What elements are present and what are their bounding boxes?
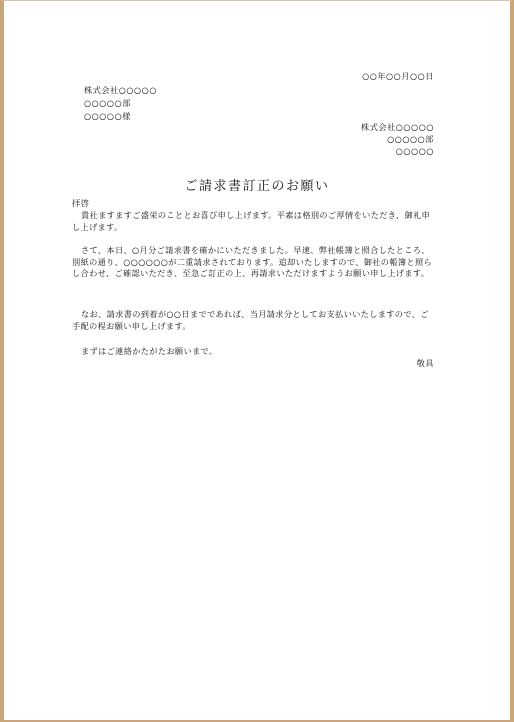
recipient-name: ○○○○○様 [84,111,131,121]
sender-company: 株式会社○○○○○ [361,122,434,132]
letter-date: ○○年○○月○○日 [362,71,434,81]
paragraph-payment: なお、請求書の到着が○○日までであれば、当月請求分としてお支払いいたしますので、ご手配の程お願い申し上げます。 [72,309,429,331]
recipient-company: 株式会社○○○○○ [84,85,157,95]
recipient-department: ○○○○○部 [84,98,131,108]
paragraph-main: さて、本日、○月分ご請求書を確かにいただきました。早速、弊社帳簿と照合したところ、別紙の通り、○○○○○○が二重請求されております。追却いたしますので、御社の帳簿と照らし合わせ、ご確認いただき、至急ご訂正の上、再請求いただけますようお願い申し上げます。 [72,245,433,278]
sender-name: ○○○○○ [395,146,434,156]
document-page [8,2,506,718]
closing-salutation: 敬具 [416,358,434,368]
paragraph-closing-remark: まずはご連絡かたがたお願いまで。 [81,346,218,356]
opening-salutation: 拝啓 [72,198,90,208]
sender-department: ○○○○○部 [387,134,434,144]
letter-title: ご請求書訂正のお願い [184,179,330,194]
paragraph-greeting: 貴社ますますご盛栄のこととお喜び申し上げます。平素は格別のご厚情をいただき、御礼申し上げます。 [72,210,431,232]
